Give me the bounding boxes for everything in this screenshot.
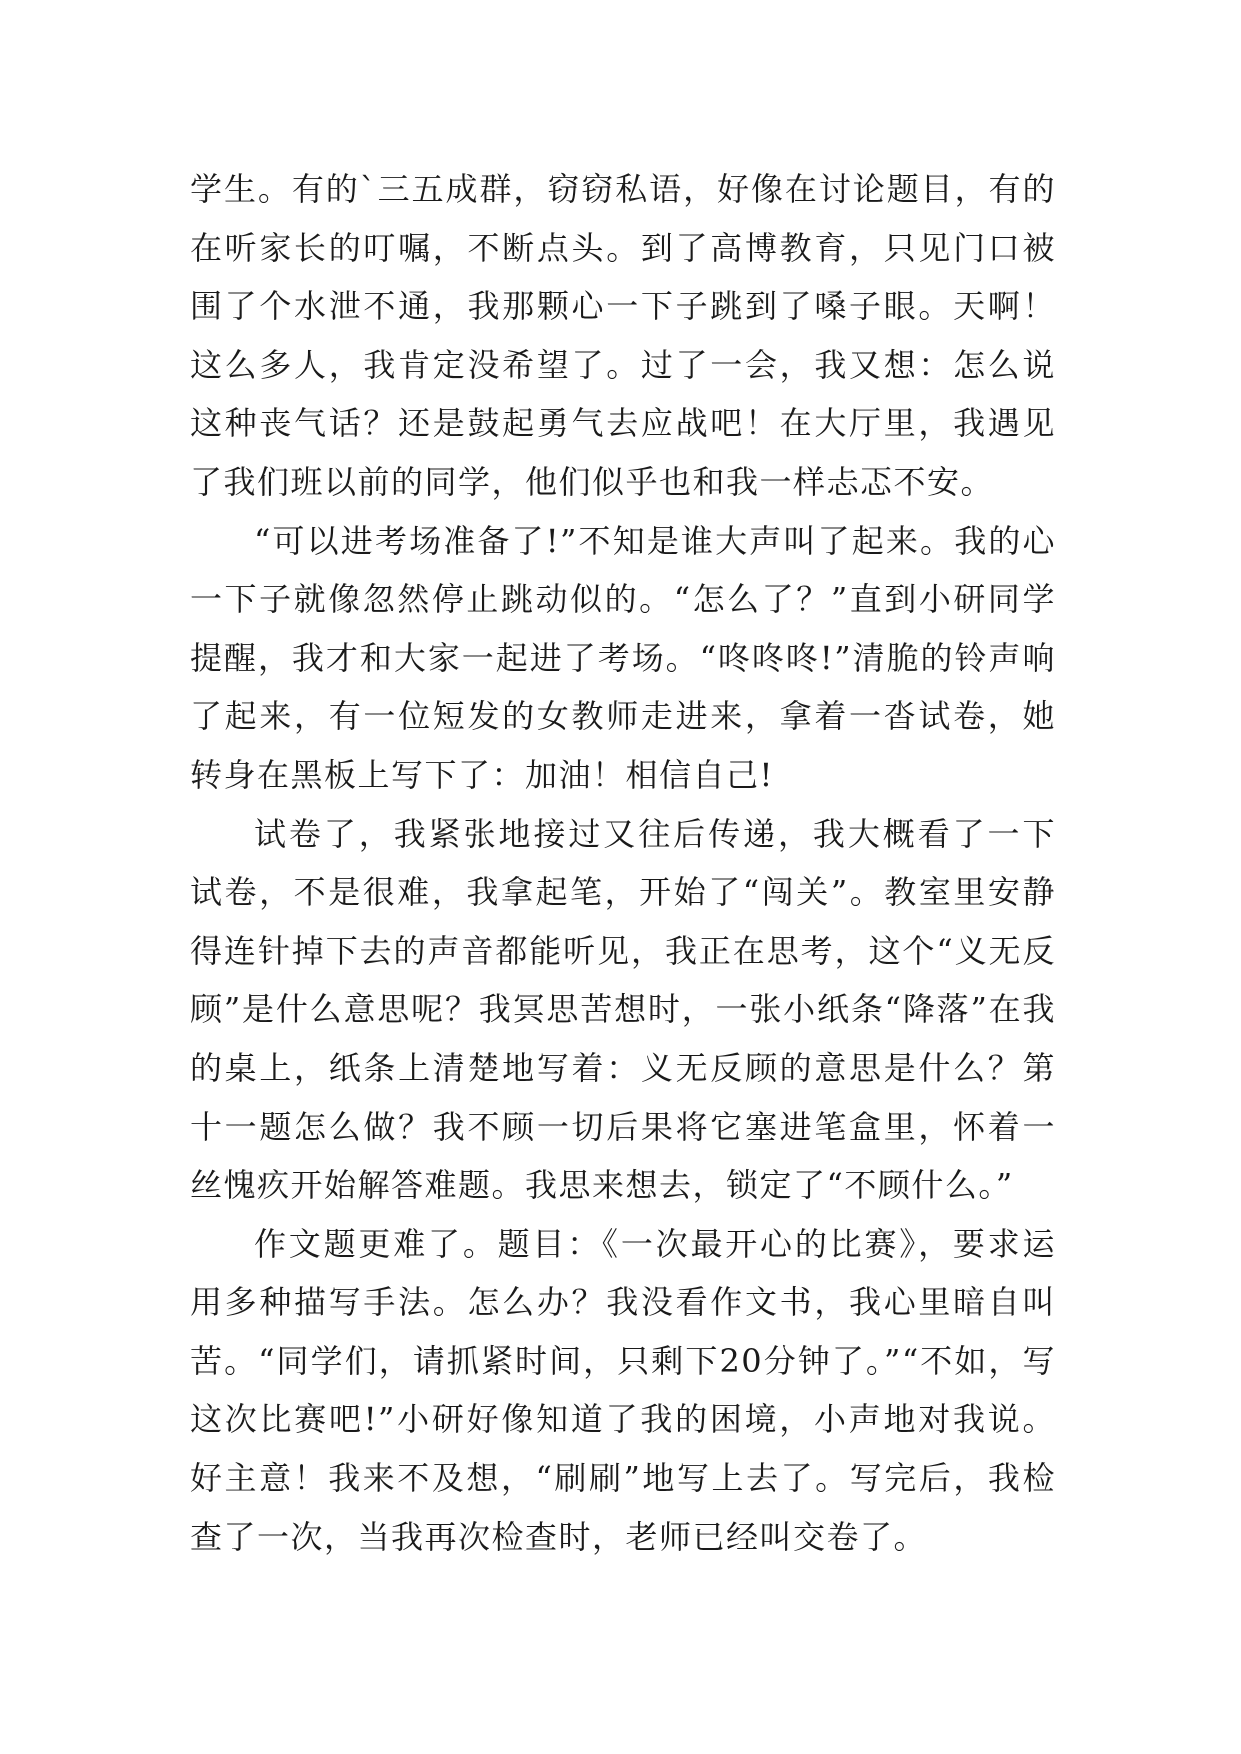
paragraph-3: 试卷了，我紧张地接过又往后传递，我大概看了一下试卷，不是很难，我拿起笔，开始了“闯关”。教室里安静得连针掉下去的声音都能听见，我正在思考，这个“义无反顾”是什么意思呢？我冥思苦想时，一张小纸条“降落”在我的桌上，纸条上清楚地写着：义无反顾的意思是什么？第十一题怎么做？我不顾一切后果将它塞进笔盒里，怀着一丝愧疚开始解答难题。我思来想去，锁定了“不顾什么。”: [190, 814, 1056, 1205]
paragraph-1: 学生。有的`三五成群，窃窃私语，好像在讨论题目，有的在听家长的叮嘱，不断点头。到了高博教育，只见门口被围了个水泄不通，我那颗心一下子跳到了嗓子眼。天啊！这么多人，我肯定没希望了。过了一会，我又想：怎么说这种丧气话？还是鼓起勇气去应战吧！在大厅里，我遇见了我们班以前的同学，他们似乎也和我一样忐忑不安。: [190, 170, 1056, 501]
paragraph-2: “可以进考场准备了!”不知是谁大声叫了起来。我的心一下子就像忽然停止跳动似的。“怎么了？”直到小研同学提醒，我才和大家一起进了考场。“咚咚咚!”清脆的铃声响了起来，有一位短发的女教师走进来，拿着一沓试卷，她转身在黑板上写下了：加油！相信自己!: [190, 521, 1056, 794]
paragraph-4: 作文题更难了。题目：《一次最开心的比赛》，要求运用多种描写手法。怎么办？我没看作文书，我心里暗自叫苦。“同学们，请抓紧时间，只剩下20分钟了。”“不如，写这次比赛吧!”小研好像知道了我的困境，小声地对我说。好主意！我来不及想，“刷刷”地写上去了。写完后，我检查了一次，当我再次检查时，老师已经叫交卷了。: [190, 1224, 1056, 1556]
document-body: [190, 160, 1056, 1566]
